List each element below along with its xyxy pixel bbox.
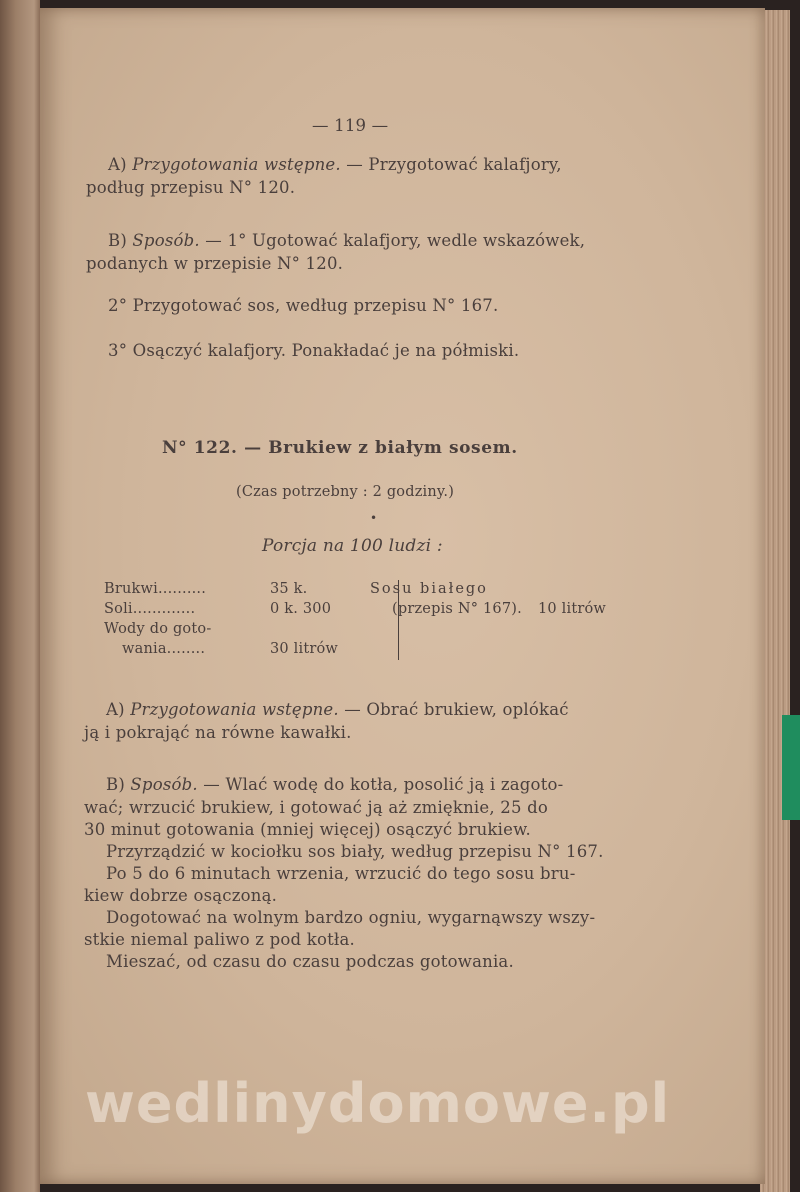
ingredient-name: wania........ — [122, 641, 206, 657]
section-b1-text1: — 1° Ugotować kalafjory, wedle wskazówek, — [205, 231, 586, 250]
ingredient-name: Wody do goto- — [104, 621, 212, 637]
recipe-portion: Porcja na 100 ludzi : — [262, 536, 443, 556]
ingredient-name: Soli............. — [104, 601, 196, 617]
section-b2-text: stkie niemal paliwo z pod kotła. — [84, 930, 355, 949]
section-a2-text1: — Obrać brukiew, oplókać — [344, 700, 569, 719]
bookmark-tab — [782, 715, 800, 820]
section-b2-text: 30 minut gotowania (mniej więcej) osączyć brukiew. — [84, 820, 531, 839]
section-b1-heading: Sposób. — [132, 231, 200, 250]
section-b2-heading: Sposób. — [130, 775, 198, 794]
section-b2-text: Dogotować na wolnym bardzo ogniu, wygarnąwszy wszy- — [106, 908, 596, 927]
book-page — [40, 8, 765, 1184]
section-a1-text1: — Przygotować kalafjory, — [346, 155, 562, 174]
section-a1-line1 — [108, 155, 562, 174]
ingredient-qty: 30 litrów — [270, 641, 339, 657]
ingredient-name: Brukwi.......... — [104, 581, 207, 597]
section-b2-prefix: B) — [106, 775, 125, 794]
section-b2-text: Przyrządzić w kociołku sos biały, według przepisu N° 167. — [106, 842, 604, 861]
section-b1-step2: 2° Przygotować sos, według przepisu N° 167. — [108, 296, 499, 315]
page-number: — 119 — — [312, 116, 389, 135]
recipe-time: (Czas potrzebny : 2 godziny.) — [236, 484, 455, 500]
section-b1-text2: podanych w przepisie N° 120. — [86, 254, 344, 273]
section-b2-line1 — [106, 775, 563, 794]
section-b2-text: Mieszać, od czasu do czasu podczas gotowania. — [106, 952, 514, 971]
recipe-bullet: • — [370, 511, 378, 525]
section-a1-text2: podług przepisu N° 120. — [86, 178, 296, 197]
ingredient-right-note: (przepis N° 167). — [392, 601, 522, 617]
section-b2-text: Po 5 do 6 minutach wrzenia, wrzucić do tego sosu bru- — [106, 864, 576, 883]
section-b1-line1 — [108, 231, 585, 250]
section-a1-heading: Przygotowania wstępne. — [132, 155, 341, 174]
section-b1-step3: 3° Osączyć kalafjory. Ponakładać je na półmiski. — [108, 341, 520, 360]
section-b1-prefix: B) — [108, 231, 127, 250]
section-b2-text: wać; wrzucić brukiew, i gotować ją aż zmięknie, 25 do — [84, 798, 548, 817]
watermark: wedlinydomowe.pl — [85, 1072, 671, 1135]
ingredient-qty: 0 k. 300 — [270, 601, 332, 617]
ingredient-qty: 35 k. — [270, 581, 308, 597]
section-a1-prefix: A) — [108, 155, 127, 174]
ingredient-right-name: Sosu białego — [370, 581, 488, 597]
section-b2-text: — Wlać wodę do kotła, posolić ją i zagoto- — [203, 775, 564, 794]
section-a2-line1 — [106, 700, 569, 719]
left-page-edge — [0, 0, 40, 1192]
ingredient-right-qty: 10 litrów — [538, 601, 607, 617]
section-a2-text2: ją i pokrająć na równe kawałki. — [84, 723, 352, 742]
section-b2-text: kiew dobrze osączoną. — [84, 886, 278, 905]
recipe-title: N° 122. — Brukiew z białym sosem. — [162, 438, 518, 458]
section-a2-heading: Przygotowania wstępne. — [130, 700, 339, 719]
section-a2-prefix: A) — [106, 700, 125, 719]
